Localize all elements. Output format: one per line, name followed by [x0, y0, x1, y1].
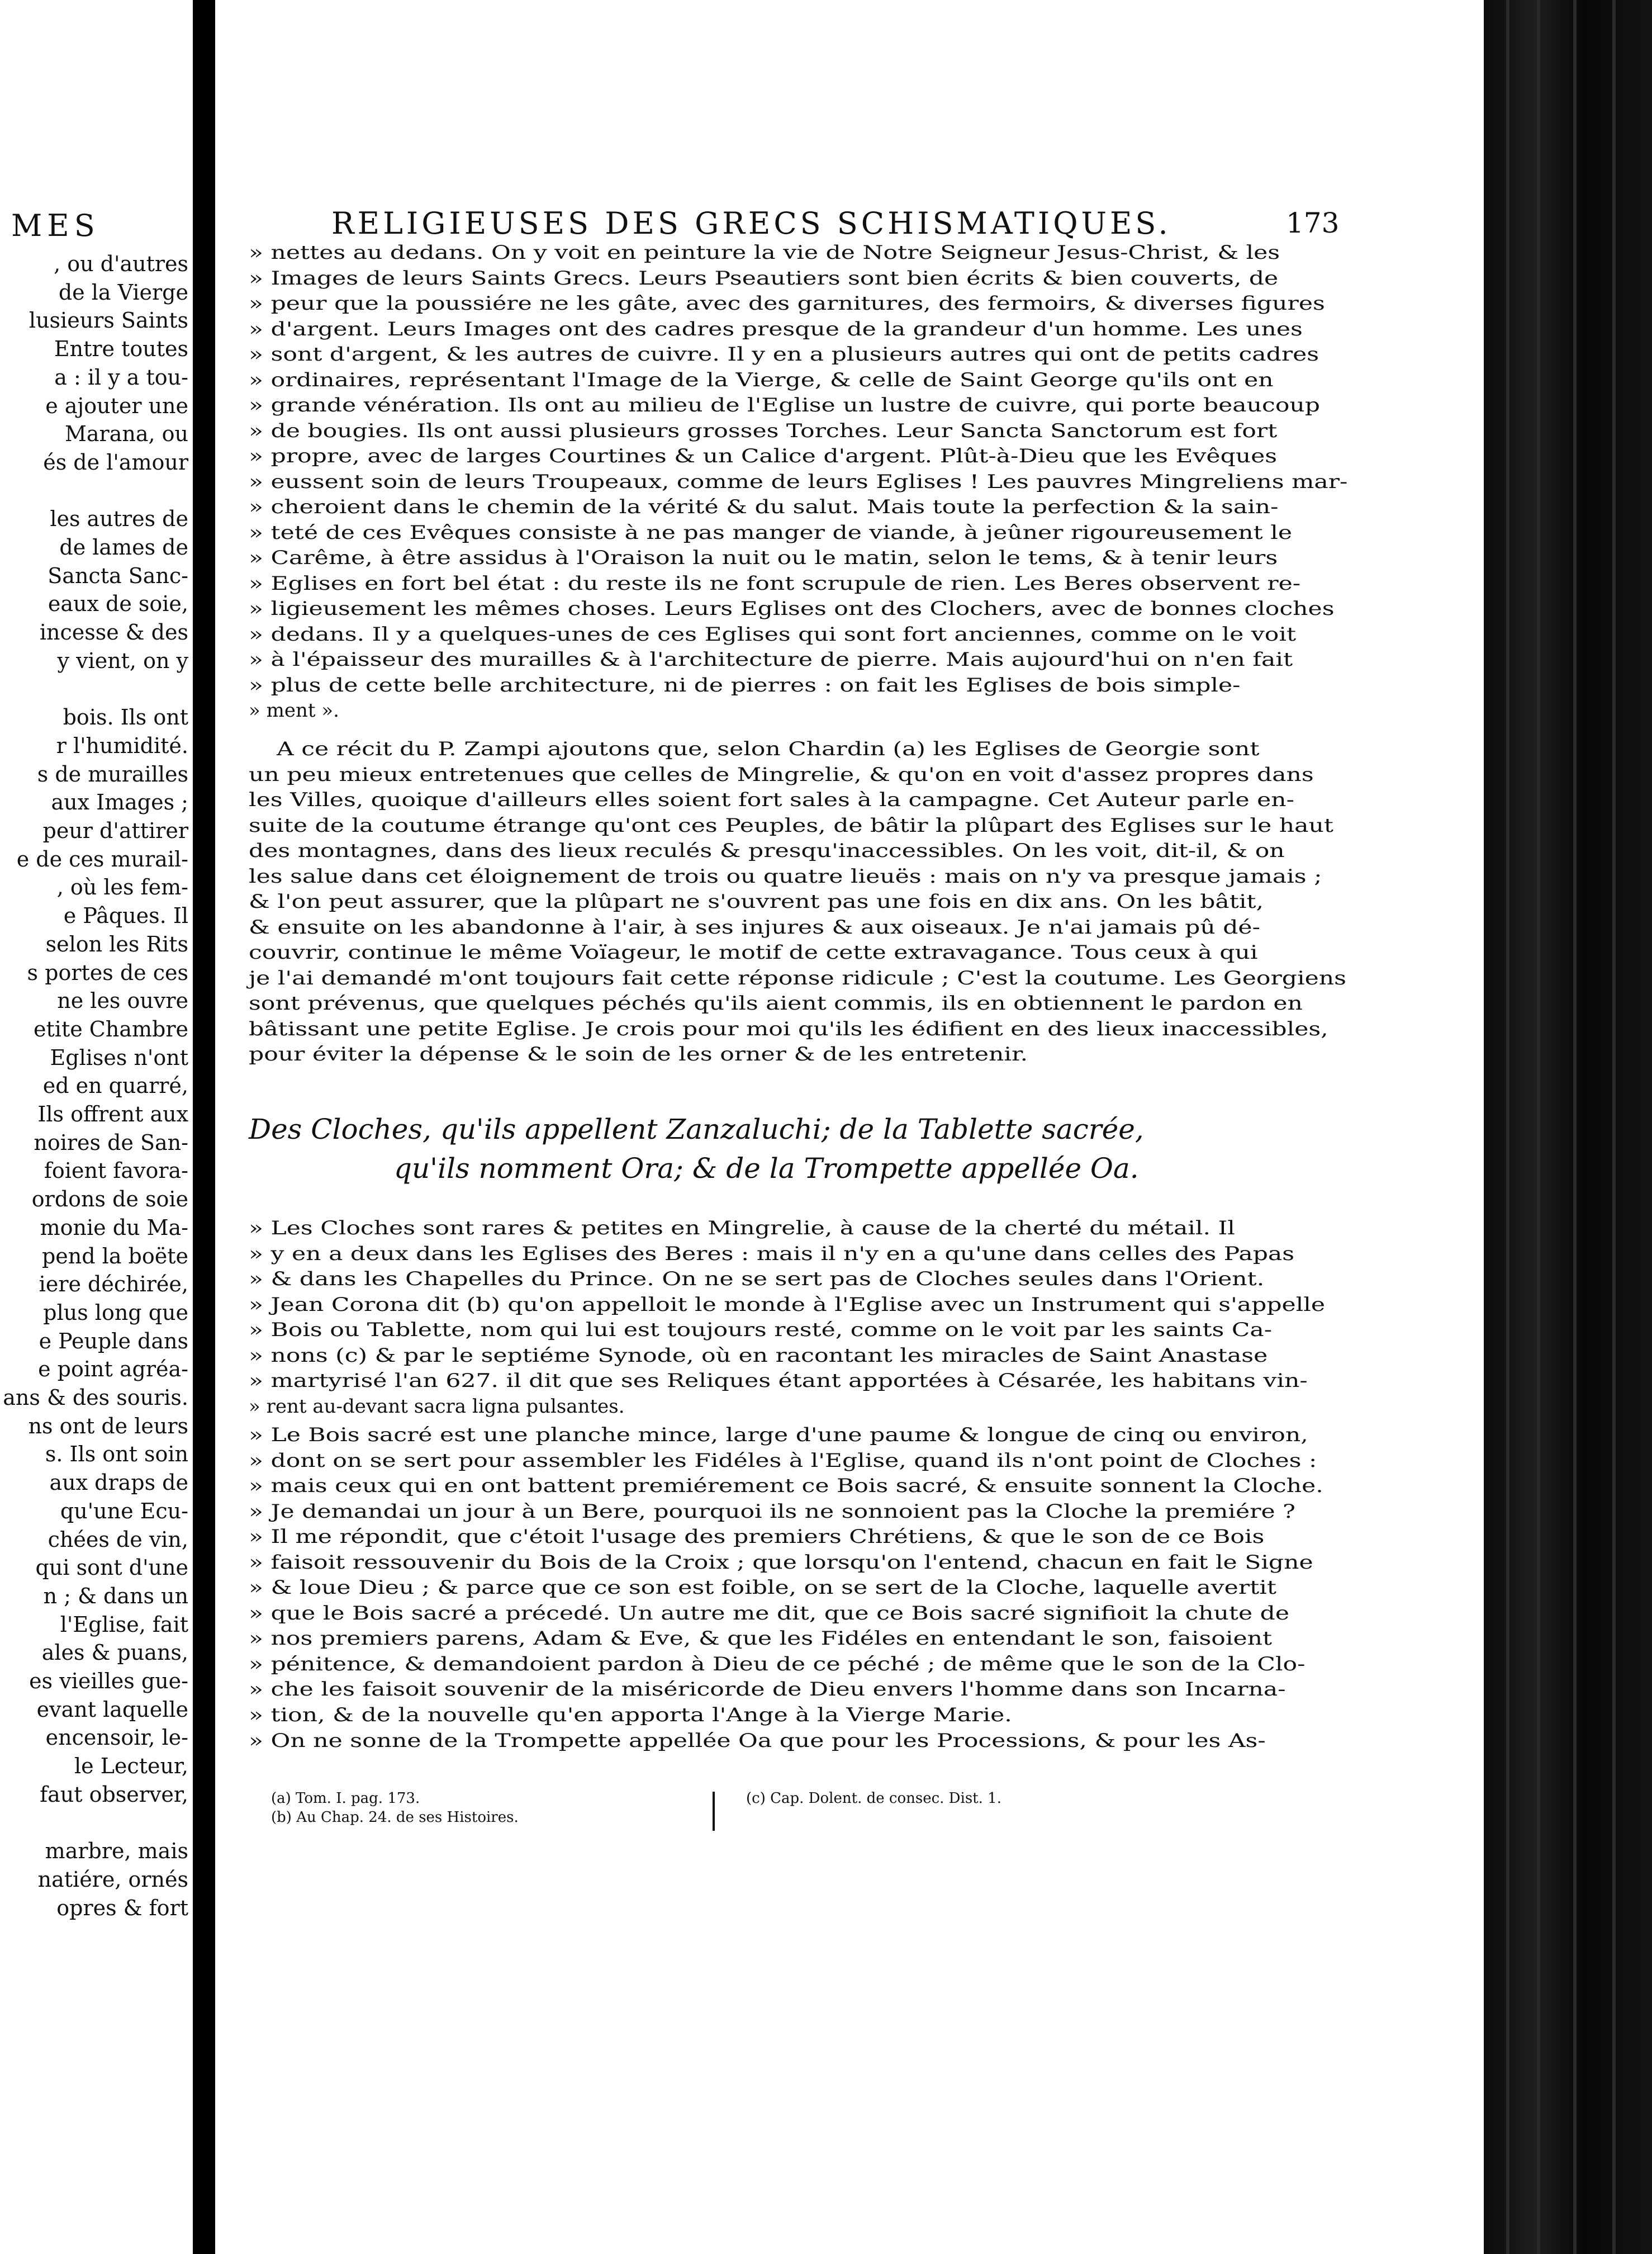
left-running-head: MES: [11, 208, 100, 243]
left-page-line: s portes de ces: [27, 960, 188, 985]
left-page-line: ed en quarré,: [42, 1073, 188, 1098]
paragraph-line: » sont d'argent, & les autres de cuivre. Il y en a plusieurs autres qui ont de petits cadres: [249, 343, 1319, 366]
left-page-line: n ; & dans un: [43, 1583, 188, 1608]
paragraph-line: » ordinaires, représentant l'Image de la Vierge, & celle de Saint George qu'ils ont en: [249, 368, 1274, 391]
paragraph-line: les Villes, quoique d'ailleurs elles soient fort sales à la campagne. Cet Auteur parle en-: [249, 789, 1295, 811]
footnote: (c) Cap. Dolent. de consec. Dist. 1.: [746, 1790, 1001, 1807]
left-page-line: les autres de: [50, 506, 188, 532]
left-page-line: iere déchirée,: [39, 1272, 188, 1297]
left-page-line: le Lecteur,: [74, 1754, 188, 1779]
page-number: 173: [1286, 207, 1340, 239]
left-page-line: eaux de soie,: [48, 591, 188, 617]
paragraph-line: couvrir, continue le même Voïageur, le motif de cette extravagance. Tous ceux à qui: [249, 941, 1258, 964]
footnote: (a) Tom. I. pag. 173.: [271, 1790, 420, 1807]
left-page-line: ans & des souris.: [3, 1385, 188, 1410]
left-page-line: , où les fem-: [56, 875, 188, 900]
left-page-line: foient favora-: [44, 1158, 188, 1183]
left-page-line: Sancta Sanc-: [48, 563, 188, 588]
paragraph-line: » pénitence, & demandoient pardon à Dieu de ce péché ; de même que le son de la Clo-: [249, 1652, 1306, 1675]
paragraph-line: » tion, & de la nouvelle qu'en apporta l'Ange à la Vierge Marie.: [249, 1703, 1012, 1726]
right-page: [215, 0, 1484, 2254]
left-page-line: selon les Rits: [45, 931, 188, 956]
footnote-divider: [713, 1792, 715, 1831]
left-page-line: ordons de soie: [31, 1187, 188, 1212]
paragraph-line: » ment ».: [249, 699, 339, 722]
paragraph-line: » Je demandai un jour à un Bere, pourquoi ils ne sonnoient pas la Cloche la premiére ?: [249, 1500, 1295, 1523]
paragraph-line: » plus de cette belle architecture, ni de pierres : on fait les Eglises de bois simple-: [249, 674, 1241, 697]
paragraph-line: bâtissant une petite Eglise. Je crois pour moi qu'ils les édifient en des lieux inaccessibles,: [249, 1017, 1328, 1040]
paragraph-line: » On ne sonne de la Trompette appellée Oa que pour les Processions, & pour les As-: [249, 1730, 1266, 1752]
left-page-line: y vient, on y: [57, 648, 188, 673]
left-page-line: encensoir, le-: [45, 1725, 188, 1750]
paragraph-line: » Images de leurs Saints Grecs. Leurs Pseautiers sont bien écrits & bien couverts, de: [249, 267, 1279, 290]
paragraph-line: » eussent soin de leurs Troupeaux, comme de leurs Eglises ! Les pauvres Mingreliens mar-: [249, 470, 1348, 493]
paragraph-line: » teté de ces Evêques consiste à ne pas manger de viande, à jeûner rigoureusement le: [249, 521, 1292, 544]
paragraph-line: » dont on se sert pour assembler les Fidéles à l'Eglise, quand ils n'ont point de Cloches :: [249, 1449, 1317, 1472]
paragraph-line: » nos premiers parens, Adam & Eve, & que les Fidéles en entendant le son, faisoient: [249, 1627, 1273, 1650]
left-page-line: de lames de: [59, 535, 188, 560]
footnote: (b) Au Chap. 24. de ses Histoires.: [271, 1809, 519, 1826]
left-page-line: l'Eglise, fait: [60, 1612, 188, 1637]
paragraph-line: » cheroient dans le chemin de la vérité & du salut. Mais toute la perfection & la sain-: [249, 496, 1279, 518]
paragraph-line: » Les Cloches sont rares & petites en Mingrelie, à cause de la cherté du métail. Il: [249, 1217, 1235, 1239]
left-page-line: a : il y a tou-: [54, 364, 188, 390]
left-page-line: Ils offrent aux: [37, 1102, 188, 1126]
paragraph-line: » rent au-devant sacra ligna pulsantes.: [249, 1395, 625, 1418]
paragraph-line: » & dans les Chapelles du Prince. On ne se sert pas de Cloches seules dans l'Orient.: [249, 1268, 1265, 1290]
paragraph-line: & l'on peut assurer, que la plûpart ne s'ouvrent pas une fois en dix ans. On les bâtit,: [249, 891, 1264, 913]
paragraph-line: » y en a deux dans les Eglises des Beres : mais il n'y en a qu'une dans celles des Papas: [249, 1242, 1295, 1265]
left-page-line: monie du Ma-: [40, 1215, 188, 1240]
left-page-line: s. Ils ont soin: [45, 1442, 188, 1467]
left-page-line: ne les ouvre: [57, 988, 188, 1014]
left-page-fragment: [0, 0, 193, 2254]
paragraph-line: » mais ceux qui en ont battent premiérement ce Bois sacré, & ensuite sonnent la Cloche.: [249, 1475, 1323, 1497]
left-page-line: s de murailles: [37, 761, 188, 787]
section-heading: Des Cloches, qu'ils appellent Zanzaluchi; de la Tablette sacrée,: [249, 1113, 1144, 1145]
left-page-line: de la Vierge: [58, 280, 188, 305]
paragraph-line: » propre, avec de larges Courtines & un Calice d'argent. Plût-à-Dieu que les Evêques: [249, 445, 1278, 467]
book-gutter: [193, 0, 215, 2254]
paragraph-line: » martyrisé l'an 627. il dit que ses Reliques étant apportées à Césarée, les habitans vin-: [249, 1370, 1308, 1392]
paragraph-line: A ce récit du P. Zampi ajoutons que, selon Chardin (a) les Eglises de Georgie sont: [277, 738, 1260, 760]
left-page-line: Marana, ou: [64, 422, 188, 447]
left-page-line: qu'une Ecu-: [60, 1498, 188, 1523]
paragraph-line: » & loue Dieu ; & parce que ce son est foible, on se sert de la Cloche, laquelle avertit: [249, 1576, 1276, 1599]
left-page-line: opres & fort: [56, 1895, 188, 1920]
left-page-line: noires de San-: [34, 1130, 188, 1155]
left-page-line: e point agréa-: [38, 1357, 188, 1382]
paragraph-line: » Carême, à être assidus à l'Oraison la nuit ou le matin, selon le tems, & à tenir leurs: [249, 547, 1278, 569]
paragraph-line: & ensuite on les abandonne à l'air, à ses injures & aux oiseaux. Je n'ai jamais pû dé-: [249, 916, 1260, 939]
left-page-line: Entre toutes: [54, 337, 188, 362]
left-page-line: r l'humidité.: [56, 733, 188, 758]
paragraph-line: » Le Bois sacré est une planche mince, large d'une paume & longue de cinq ou environ,: [249, 1424, 1308, 1446]
left-page-line: e ajouter une: [45, 393, 188, 418]
left-page-line: aux draps de: [49, 1470, 188, 1495]
paragraph-line: » de bougies. Ils ont aussi plusieurs grosses Torches. Leur Sancta Sanctorum est fort: [249, 419, 1278, 442]
paragraph-line: suite de la coutume étrange qu'ont ces Peuples, de bâtir la plûpart des Eglises sur le haut: [249, 814, 1333, 837]
left-page-line: lusieurs Saints: [29, 308, 188, 333]
paragraph-line: » nettes au dedans. On y voit en peinture la vie de Notre Seigneur Jesus-Christ, & les: [249, 242, 1280, 264]
left-page-line: Eglises n'ont: [50, 1045, 188, 1070]
left-page-line: etite Chambre: [34, 1016, 188, 1041]
paragraph-line: » dedans. Il y a quelques-unes de ces Eglises qui sont fort anciennes, comme on le voit: [249, 623, 1297, 646]
paragraph-line: » che les faisoit souvenir de la miséricorde de Dieu envers l'homme dans son Incarna-: [249, 1678, 1286, 1701]
left-page-line: , ou d'autres: [54, 252, 188, 276]
section-heading: qu'ils nomment Ora; & de la Trompette appellée Oa.: [394, 1152, 1139, 1185]
left-page-line: faut observer,: [40, 1782, 188, 1807]
left-page-line: e Peuple dans: [39, 1328, 188, 1353]
paragraph-line: les salue dans cet éloignement de trois ou quatre lieuës : mais on n'y va presque jamais ;: [249, 865, 1322, 888]
left-page-line: bois. Ils ont: [63, 705, 188, 730]
page-edge-shadow: [1484, 0, 1652, 2254]
paragraph-line: » peur que la poussiére ne les gâte, avec des garnitures, des fermoirs, & diverses figures: [249, 292, 1325, 315]
paragraph-line: des montagnes, dans des lieux reculés & presqu'inaccessibles. On les voit, dit-il, & on: [249, 840, 1285, 862]
paragraph-line: » Bois ou Tablette, nom qui lui est toujours resté, comme on le voit par les saints Ca-: [249, 1319, 1273, 1341]
paragraph-line: sont prévenus, que quelques péchés qu'ils aient commis, ils en obtiennent le pardon en: [249, 992, 1303, 1015]
paragraph-line: » ligieusement les mêmes choses. Leurs Eglises ont des Clochers, avec de bonnes cloches: [249, 598, 1335, 620]
left-page-line: ns ont de leurs: [28, 1413, 188, 1438]
left-page-line: incesse & des: [39, 620, 188, 645]
paragraph-line: » d'argent. Leurs Images ont des cadres presque de la grandeur d'un homme. Les unes: [249, 318, 1303, 340]
left-page-line: qui sont d'une: [35, 1555, 188, 1580]
left-page-line: e de ces murail-: [16, 846, 188, 872]
paragraph-line: » Eglises en fort bel état : du reste ils ne font scrupule de rien. Les Beres observent re-: [249, 572, 1301, 595]
paragraph-line: » à l'épaisseur des murailles & à l'architecture de pierre. Mais aujourd'hui on n'en fait: [249, 648, 1293, 671]
paragraph-line: pour éviter la dépense & le soin de les orner & de les entretenir.: [249, 1043, 1028, 1066]
left-page-line: evant laquelle: [36, 1697, 188, 1722]
left-page-line: chées de vin,: [48, 1527, 188, 1552]
left-page-line: aux Images ;: [51, 790, 188, 815]
left-page-line: pend la boëte: [41, 1243, 188, 1268]
left-page-line: ales & puans,: [41, 1640, 188, 1665]
paragraph-line: » faisoit ressouvenir du Bois de la Croix ; que lorsqu'on l'entend, chacun en fait le Signe: [249, 1551, 1313, 1574]
paragraph-line: » grande vénération. Ils ont au milieu de l'Eglise un lustre de cuivre, qui porte beaucoup: [249, 394, 1320, 416]
paragraph-line: un peu mieux entretenues que celles de Mingrelie, & qu'on en voit d'assez propres dans: [249, 763, 1314, 786]
running-head: RELIGIEUSES DES GRECS SCHISMATIQUES.: [331, 206, 1171, 241]
paragraph-line: je l'ai demandé m'ont toujours fait cette réponse ridicule ; C'est la coutume. Les Georgiens: [249, 967, 1346, 989]
paragraph-line: » Il me répondit, que c'étoit l'usage des premiers Chrétiens, & que le son de ce Bois: [249, 1526, 1265, 1548]
left-page-line: peur d'attirer: [42, 818, 188, 843]
paragraph-line: » nons (c) & par le septiéme Synode, où en racontant les miracles de Saint Anastase: [249, 1344, 1268, 1367]
paragraph-line: » que le Bois sacré a précedé. Un autre me dit, que ce Bois sacré signifioit la chute de: [249, 1602, 1289, 1625]
paragraph-line: » Jean Corona dit (b) qu'on appelloit le monde à l'Eglise avec un Instrument qui s'appelle: [249, 1293, 1326, 1316]
left-page-line: e Pâques. Il: [63, 903, 188, 929]
left-page-line: natiére, ornés: [37, 1867, 188, 1892]
left-page-line: és de l'amour: [43, 449, 188, 475]
left-page-line: marbre, mais: [45, 1839, 188, 1864]
left-page-line: plus long que: [43, 1300, 188, 1325]
left-page-line: es vieilles gue-: [29, 1669, 188, 1693]
